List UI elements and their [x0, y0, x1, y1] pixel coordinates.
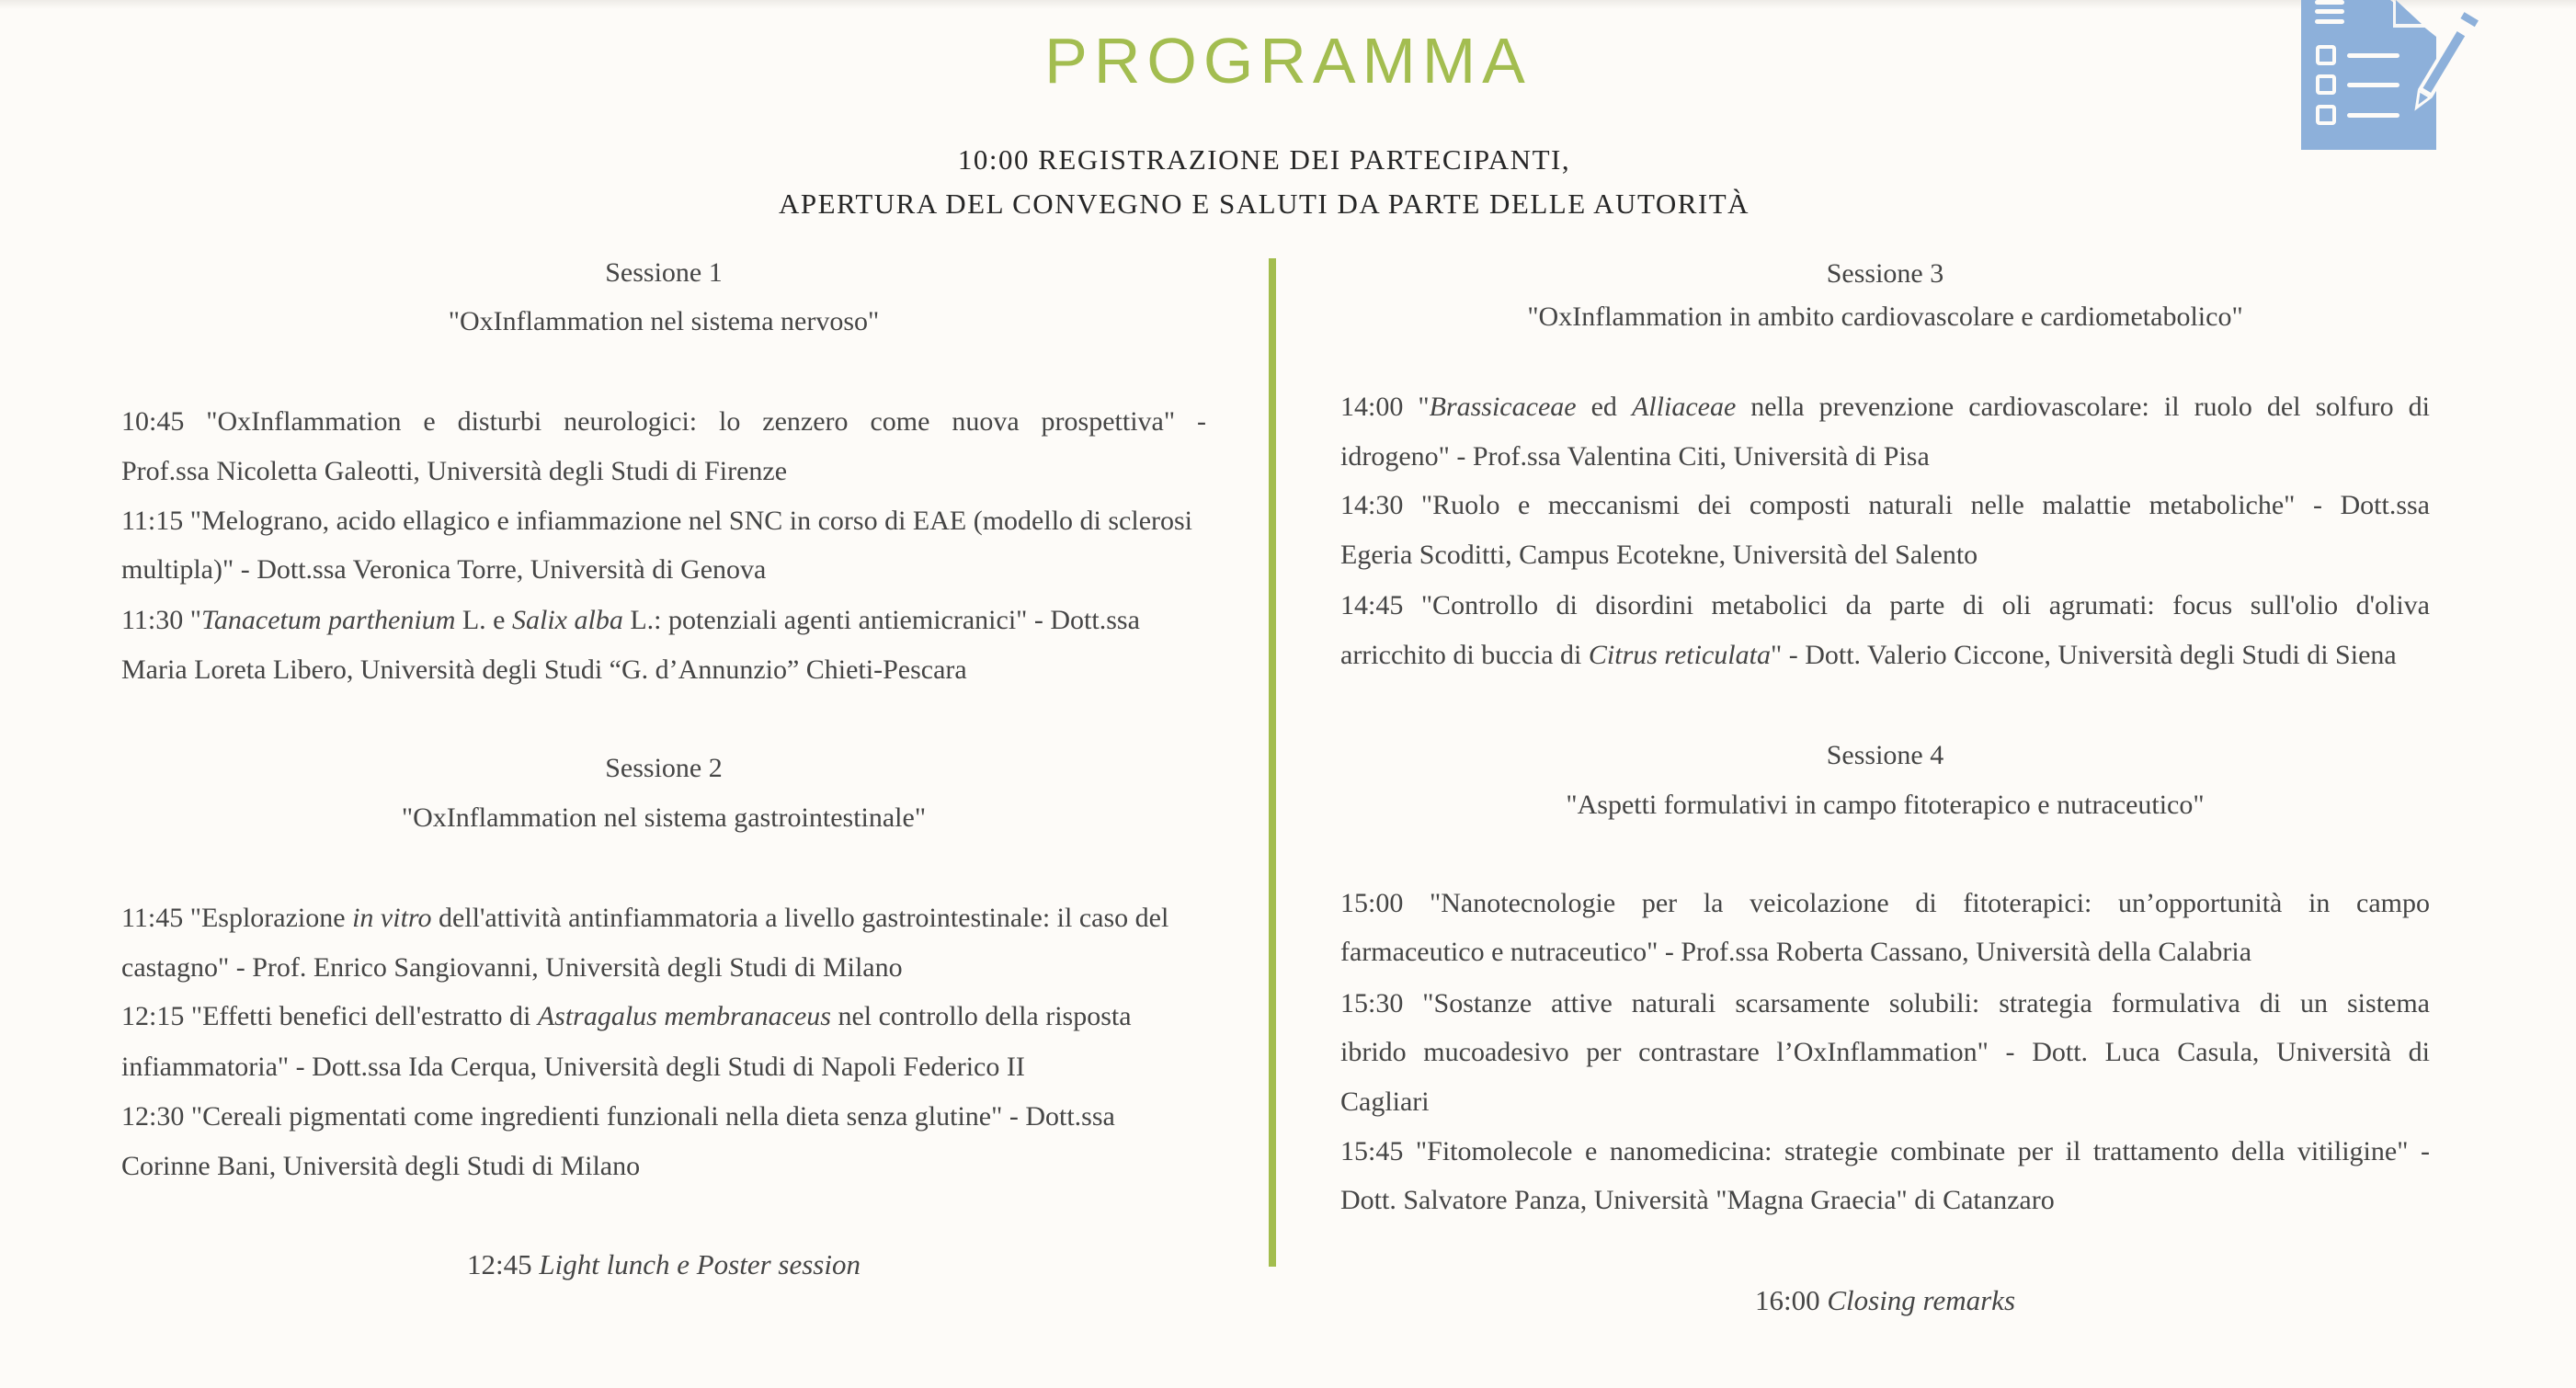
line-text: ibrido mucoadesivo per contrastare l’OxInflammation" - Dott. Luca Casula, Università di	[1340, 1037, 2430, 1067]
line-text: 14:30 "Ruolo e meccanismi dei composti naturali nelle malattie metaboliche" - Dott.ssa	[1340, 490, 2430, 520]
talk-line	[1340, 581, 2430, 631]
talk-line	[1340, 879, 2430, 928]
talk-line	[121, 645, 1206, 695]
line-text: 11:45 "Esplorazione	[121, 903, 353, 933]
line-text: 12:30 "Cereali pigmentati come ingredienti funzionali nella dieta senza glutine" - Dott.ssa	[121, 1101, 1115, 1132]
talk-line	[1340, 432, 2430, 482]
line-text: arricchito di buccia di	[1340, 640, 1589, 670]
talk-line	[121, 545, 1206, 595]
line-text: L.: potenziali agenti antiemicranici" - Dott.ssa	[622, 605, 1140, 635]
line-text: 14:00 "	[1340, 392, 1430, 422]
talk-line	[121, 496, 1206, 546]
italic-term: Tanacetum parthenium	[200, 605, 456, 635]
talk-line	[121, 943, 1206, 993]
talk-line	[121, 397, 1206, 447]
line-text: dell'attività antinfiammatoria a livello gastrointestinale: il caso del	[431, 903, 1169, 933]
talk-line	[1340, 530, 2430, 580]
talk-line	[121, 447, 1206, 496]
talk-line	[1340, 481, 2430, 530]
talk-line	[1340, 1077, 2430, 1127]
talk-line	[1340, 1028, 2430, 1077]
line-text: Maria Loreta Libero, Università degli Studi “G. d’Annunzio” Chieti-Pescara	[121, 654, 967, 685]
talk-line	[1340, 631, 2430, 680]
italic-term: Astragalus membranaceus	[537, 1001, 831, 1031]
session-3-title: "OxInflammation in ambito cardiovascolare e cardiometabolico"	[1527, 301, 2243, 332]
line-text: 10:45 "OxInflammation e disturbi neurologici: lo zenzero come nuova prospettiva" -	[121, 406, 1206, 437]
column-divider	[1269, 258, 1276, 1267]
talk-line	[121, 596, 1206, 645]
line-text: nella prevenzione cardiovascolare: il ruolo del solfuro di	[1736, 392, 2430, 422]
line-text: infiammatoria" - Dott.ssa Ida Cerqua, Università degli Studi di Napoli Federico II	[121, 1052, 1025, 1082]
line-text: 14:45 "Controllo di disordini metabolici da parte di oli agrumati: focus sull'olio d'oliva	[1340, 590, 2430, 620]
line-text: castagno" - Prof. Enrico Sangiovanni, Università degli Studi di Milano	[121, 952, 903, 983]
line-text: ed	[1576, 392, 1632, 422]
lunch-time: 12:45	[467, 1248, 532, 1280]
session-1-title: "OxInflammation nel sistema nervoso"	[448, 306, 880, 336]
line-text: Dott. Salvatore Panza, Università "Magna Graecia" di Catanzaro	[1340, 1185, 2055, 1215]
session-4-title: "Aspetti formulativi in campo fitoterapico e nutraceutico"	[1566, 790, 2205, 820]
line-text: 11:30 "	[121, 605, 201, 635]
italic-term: Salix alba	[512, 605, 623, 635]
talk-line	[1340, 1176, 2430, 1225]
session-2-label: Sessione 2	[605, 753, 723, 783]
talk-line	[121, 1042, 1206, 1092]
line-text: multipla)" - Dott.ssa Veronica Torre, Università di Genova	[121, 554, 767, 585]
session-1-label: Sessione 1	[605, 257, 723, 288]
session-4-label: Sessione 4	[1826, 740, 1944, 770]
line-text: nel controllo della risposta	[830, 1001, 1132, 1031]
session-2-title: "OxInflammation nel sistema gastrointestinale"	[401, 802, 927, 833]
intro-line-opening: APERTURA DEL CONVEGNO E SALUTI DA PARTE DELLE AUTORITÀ	[778, 188, 1750, 220]
session-3-label: Sessione 3	[1826, 258, 1944, 289]
talk-line	[1340, 927, 2430, 977]
closing-remarks	[1340, 1276, 2430, 1325]
line-text: 11:15 "Melograno, acido ellagico e infiammazione nel SNC in corso di EAE (modello di sclerosi	[121, 506, 1193, 536]
talk-line	[1340, 382, 2430, 432]
line-text: Cagliari	[1340, 1087, 1430, 1117]
italic-term: Brassicaceae	[1429, 392, 1577, 422]
intro-line-registration: 10:00 REGISTRAZIONE DEI PARTECIPANTI,	[957, 143, 1571, 176]
line-text: idrogeno" - Prof.ssa Valentina Citi, Università di Pisa	[1340, 441, 1930, 472]
line-text: 12:15 "Effetti benefici dell'estratto di	[121, 1001, 538, 1031]
talk-line	[121, 1142, 1206, 1191]
talk-line	[1340, 979, 2430, 1029]
italic-term: Alliaceae	[1631, 392, 1737, 422]
lunch-break	[121, 1240, 1206, 1290]
line-text: 15:45 "Fitomolecole e nanomedicina: strategie combinate per il trattamento della vitiligine" -	[1340, 1136, 2430, 1166]
line-text: L. e	[455, 605, 512, 635]
checklist-document-pencil-icon	[2298, 0, 2482, 152]
page-title: PROGRAMMA	[1044, 25, 1532, 97]
lunch-text: Light lunch e Poster session	[539, 1248, 861, 1280]
talk-line	[1340, 1127, 2430, 1177]
italic-term: in vitro	[352, 903, 432, 933]
line-text: " - Dott. Valerio Ciccone, Università degli Studi di Siena	[1770, 640, 2397, 670]
line-text: farmaceutico e nutraceutico" - Prof.ssa Roberta Cassano, Università della Calabria	[1340, 937, 2252, 967]
line-text: 15:30 "Sostanze attive naturali scarsamente solubili: strategia formulativa di un sistema	[1340, 988, 2430, 1018]
closing-text: Closing remarks	[1827, 1284, 2016, 1316]
talk-line	[121, 893, 1206, 943]
line-text: Prof.ssa Nicoletta Galeotti, Università degli Studi di Firenze	[121, 456, 788, 486]
closing-time: 16:00	[1754, 1284, 1820, 1316]
talk-line	[121, 1092, 1206, 1142]
line-text: Egeria Scoditti, Campus Ecotekne, Università del Salento	[1340, 540, 1978, 570]
italic-term: Citrus reticulata	[1588, 640, 1771, 670]
line-text: 15:00 "Nanotecnologie per la veicolazione di fitoterapici: un’opportunità in campo	[1340, 888, 2430, 918]
talk-line	[121, 992, 1206, 1041]
top-shadow	[0, 0, 2576, 9]
line-text: Corinne Bani, Università degli Studi di Milano	[121, 1151, 641, 1181]
